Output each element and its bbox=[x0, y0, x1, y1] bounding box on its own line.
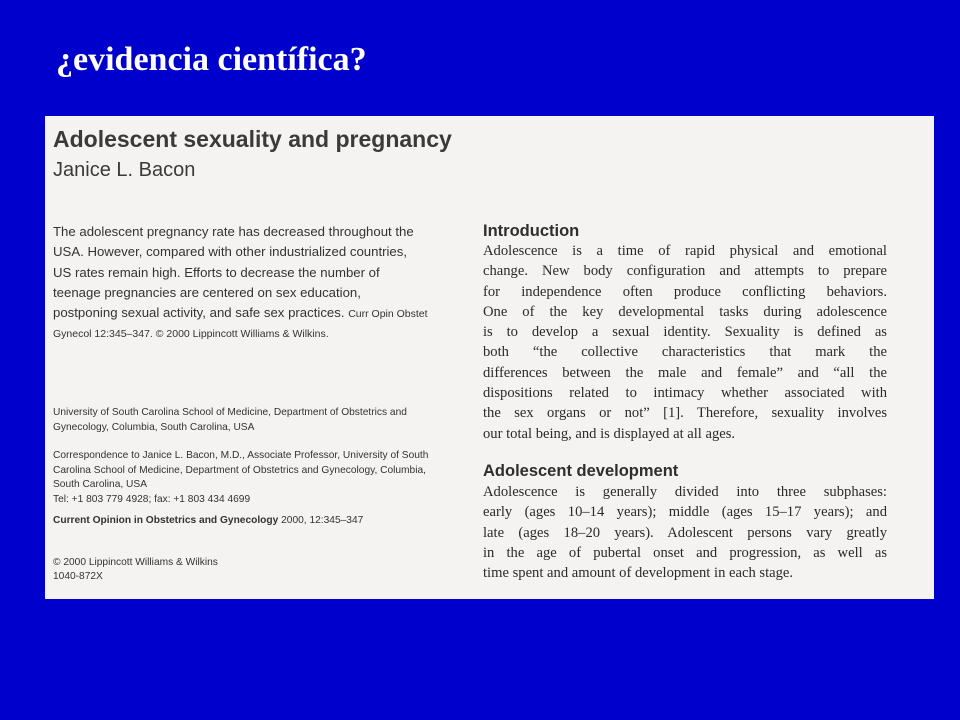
abstract-citation-continued: Gynecol 12:345–347. © 2000 Lippincott Williams & Wilkins. bbox=[53, 328, 329, 341]
affiliation-line: University of South Carolina School of Medicine, Department of Obstetrics and bbox=[53, 407, 407, 418]
abstract-line: The adolescent pregnancy rate has decreased throughout the bbox=[53, 224, 414, 239]
body-line: is to develop a sexual identity. Sexuality is defined as bbox=[483, 324, 887, 341]
body-line: late (ages 18–20 years). Adolescent persons vary greatly bbox=[483, 524, 887, 541]
section-heading-introduction: Introduction bbox=[483, 222, 580, 240]
section-body-introduction bbox=[483, 241, 887, 444]
body-line: dispositions related to intimacy whether associated with bbox=[483, 385, 887, 402]
body-line: for independence often produce conflicting behaviors. bbox=[483, 283, 887, 300]
slide-title: ¿evidencia científica? bbox=[56, 41, 367, 78]
body-line: in the age of pubertal onset and progression, as well as bbox=[483, 544, 887, 561]
section-body-adolescent-development bbox=[483, 482, 887, 583]
abstract-line: US rates remain high. Efforts to decrease the number of bbox=[53, 264, 380, 280]
abstract-line: teenage pregnancies are centered on sex education, bbox=[53, 284, 361, 300]
body-line: time spent and amount of development in each stage. bbox=[483, 565, 794, 582]
correspondence-line: Carolina School of Medicine, Department of Obstetrics and Gynecology, Columbia, bbox=[53, 464, 426, 476]
correspondence bbox=[53, 449, 469, 507]
journal-reference bbox=[53, 514, 469, 528]
section-heading-adolescent-development: Adolescent development bbox=[483, 462, 679, 480]
scanned-article bbox=[45, 116, 934, 599]
body-line: the sex organs or not” [1]. Therefore, sexuality involves bbox=[483, 405, 887, 422]
article-title: Adolescent sexuality and pregnancy bbox=[53, 126, 452, 152]
body-line: change. New body configuration and attempts to prepare bbox=[483, 263, 887, 280]
abstract-line bbox=[53, 303, 469, 324]
journal-volume: 2000, 12:345–347 bbox=[281, 515, 364, 526]
correspondence-line: Tel: +1 803 779 4928; fax: +1 803 434 4699 bbox=[53, 493, 251, 505]
correspondence-line: South Carolina, USA bbox=[53, 479, 148, 491]
body-line: One of the key developmental tasks during adolescence bbox=[483, 303, 887, 320]
issn: 1040-872X bbox=[53, 571, 103, 583]
body-line: early (ages 10–14 years); middle (ages 15–17 years); and bbox=[483, 504, 887, 521]
abstract-line: USA. However, compared with other industrialized countries, bbox=[53, 244, 408, 260]
copyright-notice bbox=[53, 556, 469, 585]
body-line: differences between the male and female” and “all the bbox=[483, 364, 887, 381]
abstract-line-text: postponing sexual activity, and safe sex practices. bbox=[53, 305, 345, 321]
article-author: Janice L. Bacon bbox=[53, 159, 196, 181]
copyright-line: © 2000 Lippincott Williams & Wilkins bbox=[53, 557, 218, 568]
article-abstract bbox=[53, 222, 469, 345]
author-affiliation bbox=[53, 406, 469, 435]
correspondence-line: Correspondence to Janice L. Bacon, M.D., Associate Professor, University of South bbox=[53, 450, 429, 461]
body-line: Adolescence is a time of rapid physical and emotional bbox=[483, 243, 887, 259]
affiliation-line: Gynecology, Columbia, South Carolina, USA bbox=[53, 421, 255, 433]
abstract-citation: Curr Opin Obstet bbox=[348, 308, 428, 321]
body-line: our total being, and is displayed at all ages. bbox=[483, 425, 736, 442]
body-line: Adolescence is generally divided into three subphases: bbox=[483, 484, 887, 500]
body-line: both “the collective characteristics that mark the bbox=[483, 344, 887, 361]
journal-name: Current Opinion in Obstetrics and Gynecology bbox=[53, 515, 279, 526]
